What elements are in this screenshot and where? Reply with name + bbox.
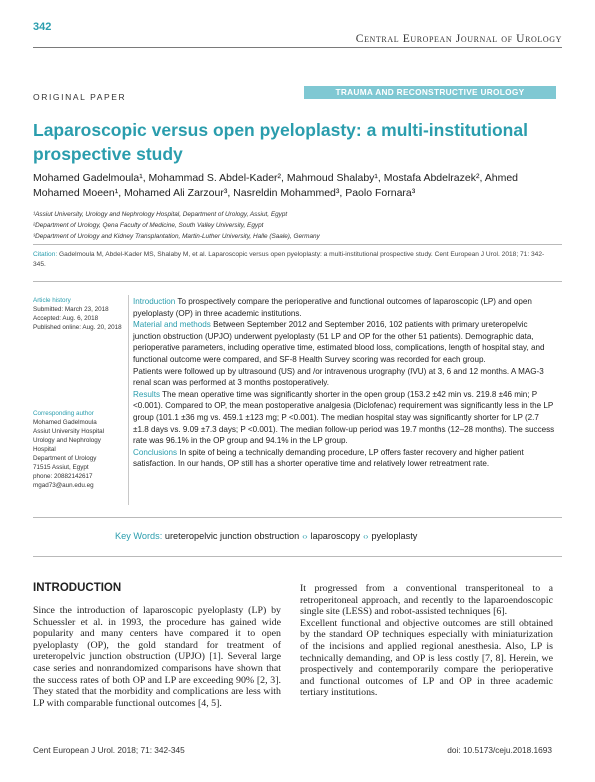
abstract-results bbox=[133, 389, 555, 447]
abstract-heading: Conclusions bbox=[133, 447, 178, 457]
abstract-text: In spite of being a technically demanding procedure, LP offers faster recovery and higher patient satisfaction. In our hands, OP still has a shorter operative time and relatively lower retreatment rate. bbox=[133, 447, 524, 469]
article-history bbox=[33, 296, 125, 332]
author-line: phone: 20882142617 bbox=[33, 473, 93, 480]
citation bbox=[33, 250, 553, 270]
abstract-text: Between September 2012 and September 2016, 102 patients with primary ureteropelvic junction obstruction (UPJO) underwent pyeloplasty (51 LP and OP for the other 51 patients). Demographic data, perioperative parameters, including operative time, estimated blood loss, complications, length of hospital stay, and functional outcome were compared, and SF-8 Health Survey scoring was recorded for each group. bbox=[133, 320, 545, 364]
citation-text: Gadelmoula M, Abdel-Kader MS, Shalaby M, et al. Laparoscopic versus open pyeloplasty: a multi-institutional prospective study. Cent European J Urol. 2018; 71: 342-345. bbox=[33, 251, 545, 268]
author-list: Mohamed Gadelmoula¹, Mohammad S. Abdel-Kader², Mahmoud Shalaby¹, Mostafa Abdelrazek², Ahmed Mohamed Moeen¹, Mohamed Ali Zarzour³, Nasreldin Mohammed³, Paolo Fornara³ bbox=[33, 172, 518, 199]
divider-keywords bbox=[33, 556, 562, 557]
abstract-text: To prospectively compare the perioperative and functional outcomes of laparoscopic (LP) and open pyeloplasty (OP) in three academic institutions. bbox=[133, 297, 532, 318]
author-line: Assiut University Hospital bbox=[33, 428, 105, 435]
article-title: Laparoscopic versus open pyeloplasty: a multi-institutional prospective study bbox=[33, 120, 528, 164]
submitted-date: Submitted: March 23, 2018 bbox=[33, 306, 109, 313]
keyword-separator-icon: ‹› bbox=[363, 532, 369, 541]
header-rule bbox=[33, 47, 562, 48]
affiliation-2: ²Department of Urology, Qena Faculty of Medicine, South Valley University, Egypt bbox=[33, 222, 264, 229]
author-line: Mohamed Gadelmoula bbox=[33, 419, 97, 426]
divider-top bbox=[33, 244, 562, 245]
abstract-heading: Results bbox=[133, 389, 160, 399]
intro-column-1 bbox=[33, 605, 281, 709]
abstract-conclusions bbox=[133, 447, 555, 470]
intro-paragraph: Excellent functional and objective outcomes are still obtained by the standard OP techniques especially with miniaturization of the incisions and applied regional anesthesia. Also, LP is technically demanding, and OP is less costly [7, 8]. Herein, we prospectively and contemporarily compare the perioperative and functional outcomes of LP and OP in three academic tertiary institutions. bbox=[300, 617, 553, 699]
category-banner: TRAUMA AND RECONSTRUCTIVE UROLOGY bbox=[304, 86, 556, 99]
affiliation-1: ¹Assiut University, Urology and Nephrology Hospital, Department of Urology, Assiut, Egypt bbox=[33, 211, 288, 218]
keyword-separator-icon: ‹› bbox=[302, 532, 308, 541]
abstract-heading: Introduction bbox=[133, 297, 176, 306]
author-line: Department of Urology bbox=[33, 455, 97, 462]
journal-name: Central European Journal of Urology bbox=[355, 33, 562, 45]
keywords bbox=[115, 531, 417, 541]
author-line: 71515 Assiut, Egypt bbox=[33, 464, 89, 471]
corresponding-author-heading: Corresponding author bbox=[33, 410, 94, 417]
keyword: laparoscopy bbox=[310, 531, 361, 541]
affiliations bbox=[33, 209, 563, 242]
abstract-heading: Material and methods bbox=[133, 320, 211, 330]
abstract bbox=[133, 296, 555, 470]
section-heading: INTRODUCTION bbox=[33, 582, 122, 594]
abstract-introduction bbox=[133, 296, 555, 319]
keywords-label: Key Words: bbox=[115, 531, 163, 541]
section-label: ORIGINAL PAPER bbox=[33, 92, 127, 102]
author-email[interactable]: mgad73@aun.edu.eg bbox=[33, 482, 94, 489]
keyword: pyeloplasty bbox=[371, 531, 418, 541]
accepted-date: Accepted: Aug. 6, 2018 bbox=[33, 315, 99, 322]
abstract-side-divider bbox=[128, 295, 129, 505]
footer-citation: Cent European J Urol. 2018; 71: 342-345 bbox=[33, 745, 185, 755]
divider-abstract bbox=[33, 517, 562, 518]
published-date: Published online: Aug. 20, 2018 bbox=[33, 324, 122, 331]
article-history-heading: Article history bbox=[33, 297, 71, 304]
corresponding-author bbox=[33, 409, 125, 490]
citation-label: Citation: bbox=[33, 251, 58, 258]
footer-doi[interactable]: doi: 10.5173/ceju.2018.1693 bbox=[447, 745, 552, 755]
affiliation-3: ³Department of Urology and Kidney Transplantation, Martin-Luther University, Halle (Saale), Germany bbox=[33, 233, 320, 240]
abstract-methods bbox=[133, 319, 555, 365]
abstract-methods-followup: Patients were followed up by ultrasound (US) and /or intravenous urography (IVU) at 3, 6 and 12 months. A MAG-3 renal scan was performed at 3 months postoperatively. bbox=[133, 366, 544, 388]
page-number: 342 bbox=[33, 21, 52, 33]
intro-column-2 bbox=[300, 583, 553, 699]
intro-paragraph: Since the introduction of laparoscopic pyeloplasty (LP) by Schuessler et al. in 1993, the procedure has gained wide popularity and many centers have compared it to open pyeloplasty (OP), the gold standard for treatment of ureteropelvic junction obstruction (UPJO) [1]. Several large case series and nonrandomized comparisons have shown that the success rates of both OP and LP are exceeding 90% [2, 3]. They stated that the morbidity and complications are less with LP with comparable functional outcomes [4, 5]. bbox=[33, 605, 281, 709]
abstract-text: The mean operative time was significantly shorter in the open group (153.2 ±42 min vs. 219.8 ±46 min; P <0.001). Compared to OP, the mean postoperative analgesia (Diclofenac) requirement was significantly less in the LP group (101.1 ±36 mg vs. 459.1 ±123 mg; P <0.001). The median hospital stay was significantly shorter for LP (2.7 ±1.8 days vs. 9.09 ±7.3 days; P <0.001). The median follow-up period was 19.7 months (12–28 months). The success rate was 96.1% in the OP group and 94.1% in the LP group. bbox=[133, 389, 555, 446]
divider-citation bbox=[33, 281, 562, 282]
author-line: Urology and Nephrology Hospital bbox=[33, 437, 101, 453]
keyword: ureteropelvic junction obstruction bbox=[164, 531, 300, 541]
intro-paragraph: It progressed from a conventional transperitoneal to a retroperitoneal approach, and recently to the laparoendoscopic single site (LESS) and robot-assisted techniques [6]. bbox=[300, 583, 553, 618]
